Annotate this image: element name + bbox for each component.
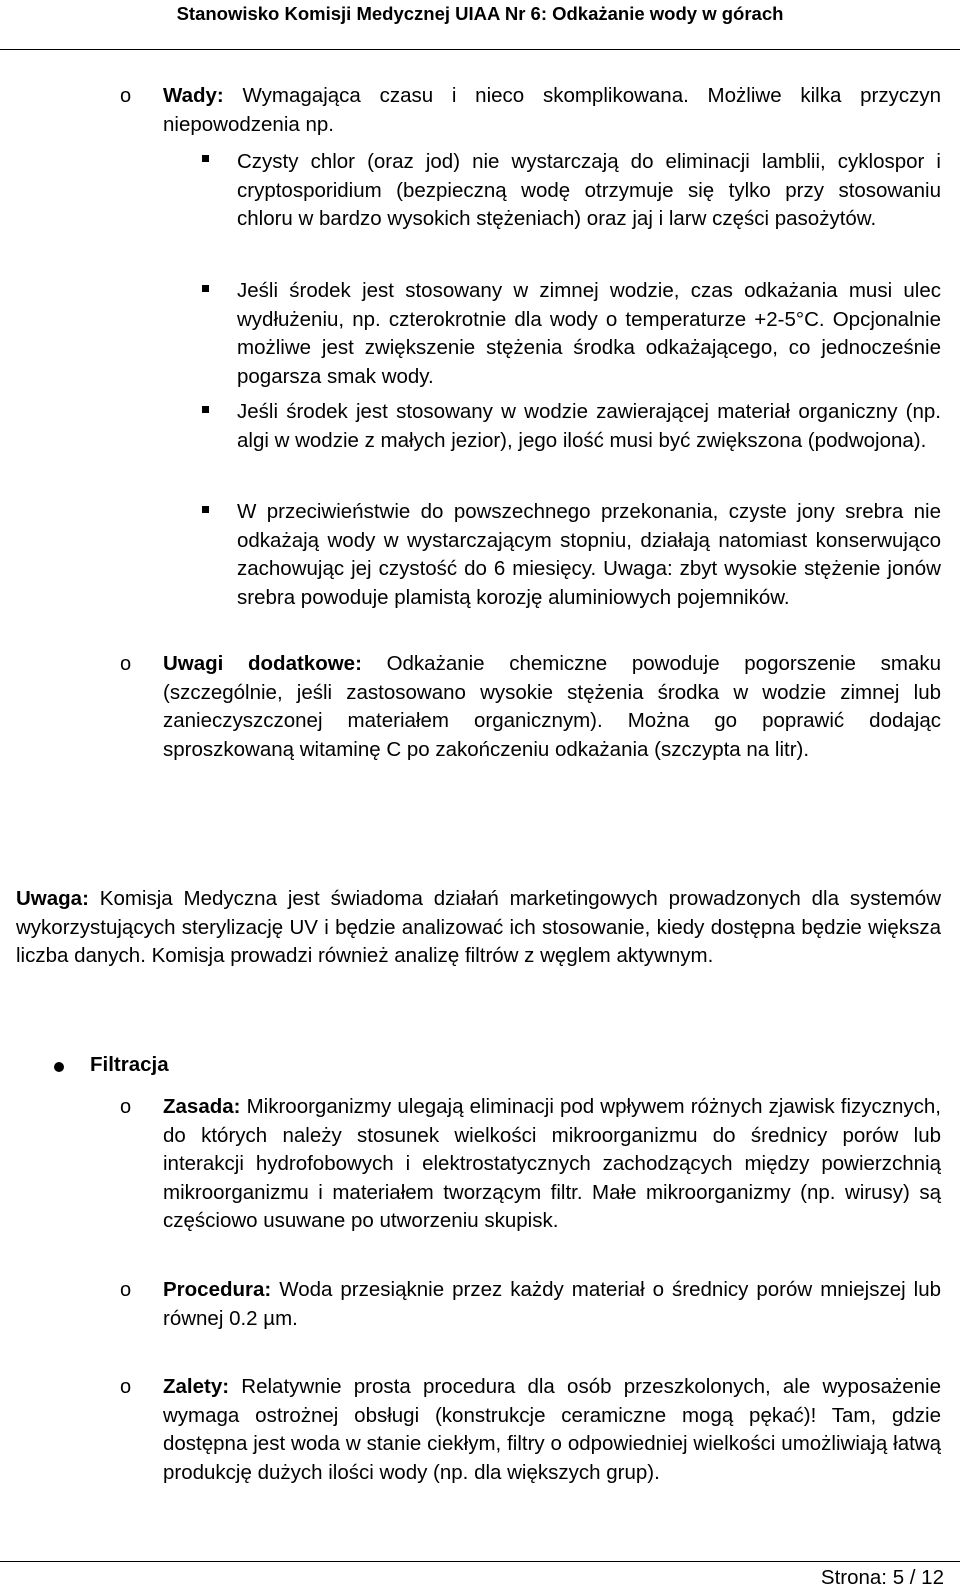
wady-paragraph: [163, 82, 941, 139]
zasada-paragraph: [163, 1093, 941, 1236]
sub-item-4: W przeciwieństwie do powszechnego przekonania, czyste jony srebra nie odkażają wody w wystarczającym stopniu, działają natomiast konserwująco zachowując jej czystość do 6 miesięcy. Uwaga: zbyt wysokie stężenie jonów srebra powoduje plamistą korozję aluminiowych pojemników.: [237, 500, 941, 609]
footer-divider: [0, 1561, 960, 1562]
uwagi-label: Uwagi dodatkowe:: [163, 652, 362, 675]
list-marker: o: [120, 85, 132, 107]
note-text: Komisja Medyczna jest świadoma działań marketingowych prowadzonych dla systemów wykorzystujących sterylizację UV i będzie analizować ich stosowanie, kiedy dostępna będzie większa liczba danych. Komisja prowadzi również analizę filtrów z węglem aktywnym.: [16, 887, 941, 967]
square-bullet-icon: [202, 406, 209, 413]
note-paragraph: [16, 885, 941, 971]
procedura-paragraph: [163, 1276, 941, 1333]
zalety-label: Zalety:: [163, 1375, 230, 1398]
list-marker: o: [120, 1096, 132, 1118]
list-marker: o: [120, 653, 132, 675]
list-marker: o: [120, 1376, 132, 1398]
sub-item-3: Jeśli środek jest stosowany w wodzie zawierającej materiał organiczny (np. algi w wodzie z małych jezior), jego ilość musi być zwiększona (podwojona).: [237, 400, 941, 452]
page-number: Strona: 5 / 12: [820, 1566, 944, 1589]
zasada-text: Mikroorganizmy ulegają eliminacji pod wpływem różnych zjawisk fizycznych, do których należy stosunek wielkości mikroorganizmu do średnicy porów lub interakcji hydrofobowych i elektrostatycznych zachodzących między powierzchnią mikroorganizmu i materiałem tworzącym filtr. Małe mikroorganizmy (np. wirusy) są częściowo usuwane po utworzeniu skupisk.: [163, 1095, 941, 1232]
procedura-text: Woda przesiąknie przez każdy materiał o średnicy porów mniejszej lub równej 0.2 µm.: [163, 1278, 941, 1330]
wady-text: Wymagająca czasu i nieco skomplikowana. Możliwe kilka przyczyn niepowodzenia np.: [163, 84, 941, 136]
uwagi-paragraph: [163, 650, 941, 764]
square-bullet-icon: [202, 155, 209, 162]
zasada-label: Zasada:: [163, 1095, 241, 1118]
procedura-label: Procedura:: [163, 1278, 272, 1301]
sub-item-2: Jeśli środek jest stosowany w zimnej wodzie, czas odkażania musi ulec wydłużeniu, np. czterokrotnie dla wody o temperaturze +2-5°C. Opcjonalnie możliwe jest zwiększenie stężenia środka odkażającego, co jednocześnie pogarsza smak wody.: [237, 279, 941, 388]
sub-item-1: Czysty chlor (oraz jod) nie wystarczają do eliminacji lamblii, cyklospor i cryptosporidium (bezpieczną wodę otrzymuje się tylko przy stosowaniu chloru w bardzo wysokich stężeniach) oraz jaj i larw części pasożytów.: [237, 150, 941, 230]
uwagi-text: Odkażanie chemiczne powoduje pogorszenie smaku (szczególnie, jeśli zastosowano wysokie stężenia środka w wodzie zimnej lub zanieczyszczonej materiałem organicznym). Można go poprawić dodając sproszkowaną witaminę C po zakończeniu odkażania (szczypta na litr).: [163, 652, 941, 761]
zalety-paragraph: [163, 1373, 941, 1487]
note-label: Uwaga:: [16, 887, 89, 910]
wady-label: Wady:: [163, 84, 224, 107]
list-marker: o: [120, 1279, 132, 1301]
header-divider: [0, 49, 960, 50]
section-heading-filtracja: Filtracja: [90, 1053, 169, 1076]
square-bullet-icon: [202, 506, 209, 513]
square-bullet-icon: [202, 285, 209, 292]
zalety-text: Relatywnie prosta procedura dla osób przeszkolonych, ale wyposażenie wymaga ostrożnej obsługi (konstrukcje ceramiczne mogą pękać)! Tam, gdzie dostępna jest woda w stanie ciekłym, filtry o odpowiedniej wielkości umożliwiają łatwą produkcję dużych ilości wody (np. dla większych grup).: [163, 1375, 941, 1484]
bullet-dot-icon: [54, 1062, 64, 1072]
page-header: Stanowisko Komisji Medycznej UIAA Nr 6: Odkażanie wody w górach: [176, 3, 784, 24]
